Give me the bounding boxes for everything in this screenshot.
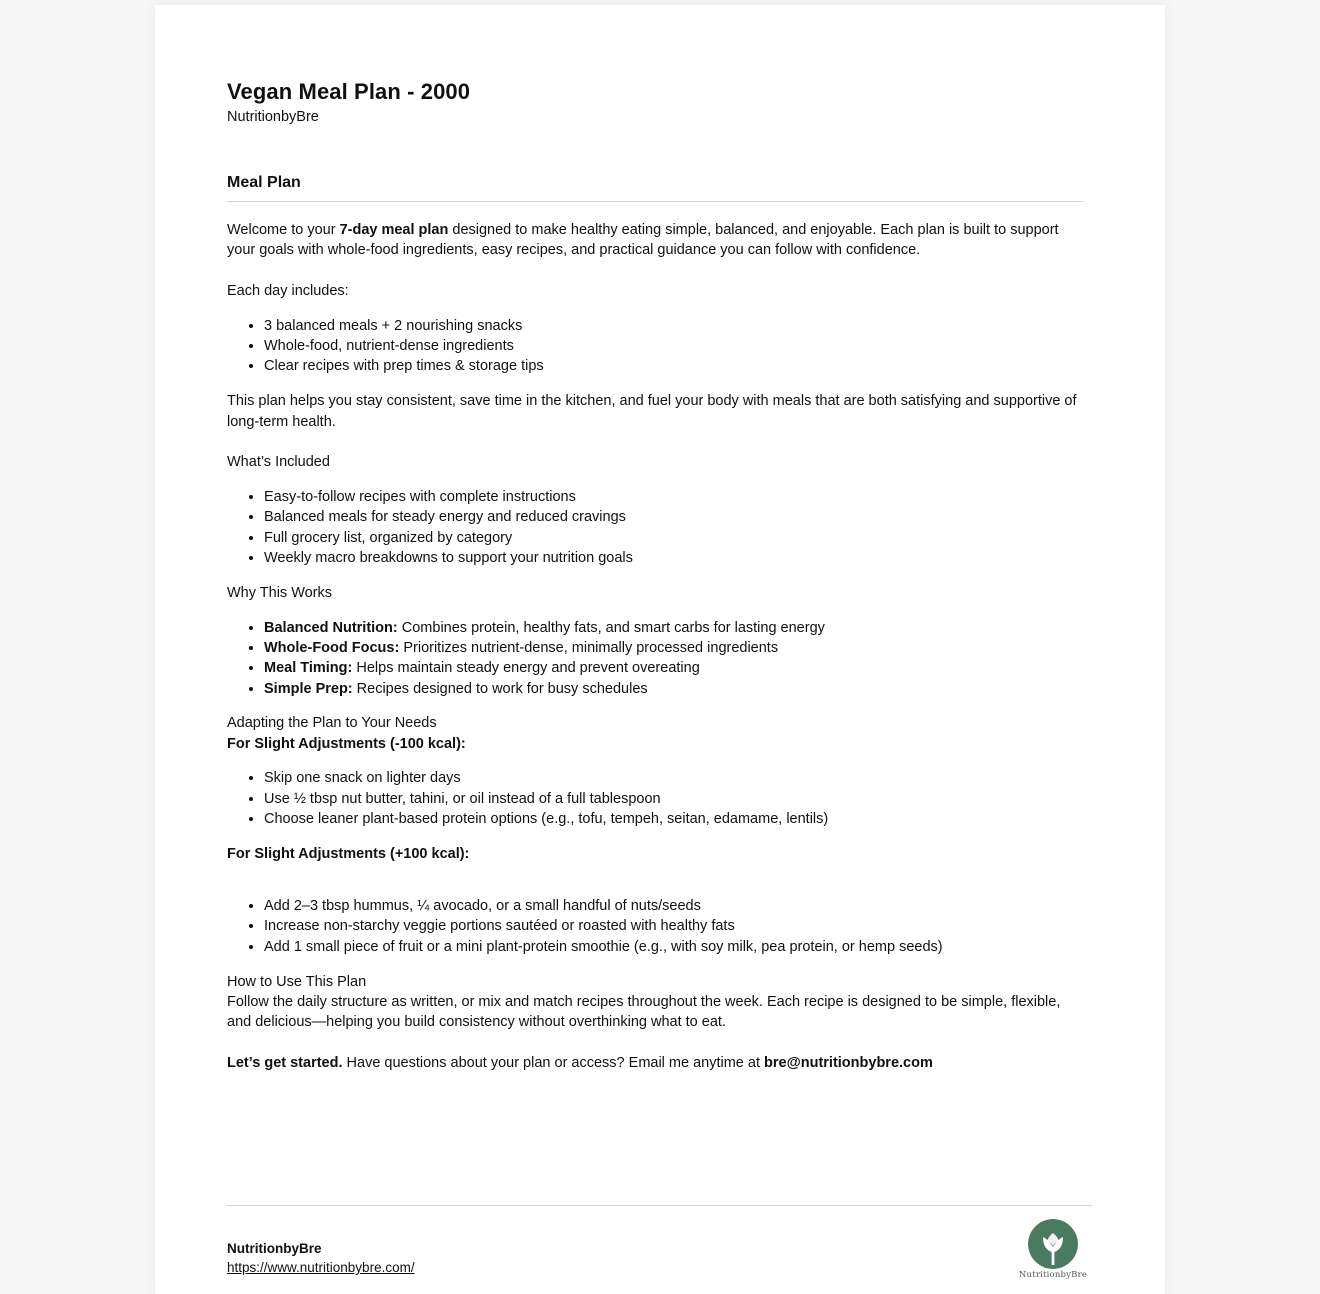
included-list xyxy=(227,487,1087,568)
document-author: NutritionbyBre xyxy=(227,109,319,125)
consistency-paragraph: This plan helps you stay consistent, save time in the kitchen, and fuel your body with meals that are both satisfying and supportive of long-term health. xyxy=(227,393,1077,430)
document-title: Vegan Meal Plan - 2000 xyxy=(227,79,471,104)
minus-adjustments-heading: For Slight Adjustments (-100 kcal): xyxy=(227,735,466,752)
logo-wordmark: NutritionbyBre xyxy=(1018,1270,1088,1280)
list-item: • Simple Prep: Recipes designed to work for busy schedules xyxy=(264,679,1087,699)
each-day-list xyxy=(227,316,1087,377)
list-item: • Clear recipes with prep times & storage tips xyxy=(264,356,1087,376)
minus-adjustments-list xyxy=(227,768,1087,829)
logo-mark-icon xyxy=(1028,1219,1078,1269)
closing-paragraph: Let’s get started. Have questions about your plan or access? Email me anytime at bre@nutritionbybre.com xyxy=(227,1054,933,1071)
list-item: • Skip one snack on lighter days xyxy=(264,768,1087,788)
list-item: • Easy-to-follow recipes with complete instructions xyxy=(264,487,1087,507)
adapting-heading: Adapting the Plan to Your Needs xyxy=(227,715,437,732)
intro-paragraph: Welcome to your 7-day meal plan designed to make healthy eating simple, balanced, and enjoyable. Each plan is built to support your goals with whole-food ingredients, easy recipes, and practical guidance you can follow with confidence. xyxy=(227,222,1059,259)
plus-adjustments-list xyxy=(227,896,1087,957)
list-item: • Whole-food, nutrient-dense ingredients xyxy=(264,336,1087,356)
document-page xyxy=(155,5,1165,1294)
footer-brand: NutritionbyBre xyxy=(227,1241,322,1256)
document-body xyxy=(227,220,1087,1073)
why-heading: Why This Works xyxy=(227,584,333,601)
how-to-paragraph: Follow the daily structure as written, or mix and match recipes throughout the week. Each recipe is designed to be simple, flexible, and delicious—helping you build consistency without overthinking what to eat. xyxy=(227,993,1061,1031)
brand-logo xyxy=(1010,1219,1096,1280)
list-item: • Increase non-starchy veggie portions sautéed or roasted with healthy fats xyxy=(264,916,1087,936)
list-item: • Whole-Food Focus: Prioritizes nutrient-dense, minimally processed ingredients xyxy=(264,638,1087,658)
list-item: • Balanced meals for steady energy and reduced cravings xyxy=(264,507,1087,527)
footer-website-link[interactable]: https://www.nutritionbybre.com/ xyxy=(227,1260,415,1275)
list-item: • Balanced Nutrition: Combines protein, healthy fats, and smart carbs for lasting energy xyxy=(264,618,1087,638)
list-item: • Weekly macro breakdowns to support your nutrition goals xyxy=(264,548,1087,568)
how-to-heading: How to Use This Plan xyxy=(227,973,367,990)
plus-adjustments-heading: For Slight Adjustments (+100 kcal): xyxy=(227,845,470,862)
list-item: • 3 balanced meals + 2 nourishing snacks xyxy=(264,316,1087,336)
list-item: • Add 1 small piece of fruit or a mini plant-protein smoothie (e.g., with soy milk, pea protein, or hemp seeds) xyxy=(264,937,1087,957)
footer-divider xyxy=(227,1205,1092,1206)
each-day-heading: Each day includes: xyxy=(227,283,349,300)
list-item: • Add 2–3 tbsp hummus, ¼ avocado, or a small handful of nuts/seeds xyxy=(264,896,1087,916)
why-list xyxy=(227,618,1087,699)
list-item: • Use ½ tbsp nut butter, tahini, or oil instead of a full tablespoon xyxy=(264,789,1087,809)
list-item: • Meal Timing: Helps maintain steady energy and prevent overeating xyxy=(264,658,1087,678)
list-item: • Full grocery list, organized by category xyxy=(264,528,1087,548)
contact-email[interactable]: bre@nutritionbybre.com xyxy=(764,1054,933,1071)
section-heading-meal-plan: Meal Plan xyxy=(227,174,1084,202)
included-heading: What’s Included xyxy=(227,454,330,471)
list-item: • Choose leaner plant-based protein options (e.g., tofu, tempeh, seitan, edamame, lentils) xyxy=(264,809,1087,829)
